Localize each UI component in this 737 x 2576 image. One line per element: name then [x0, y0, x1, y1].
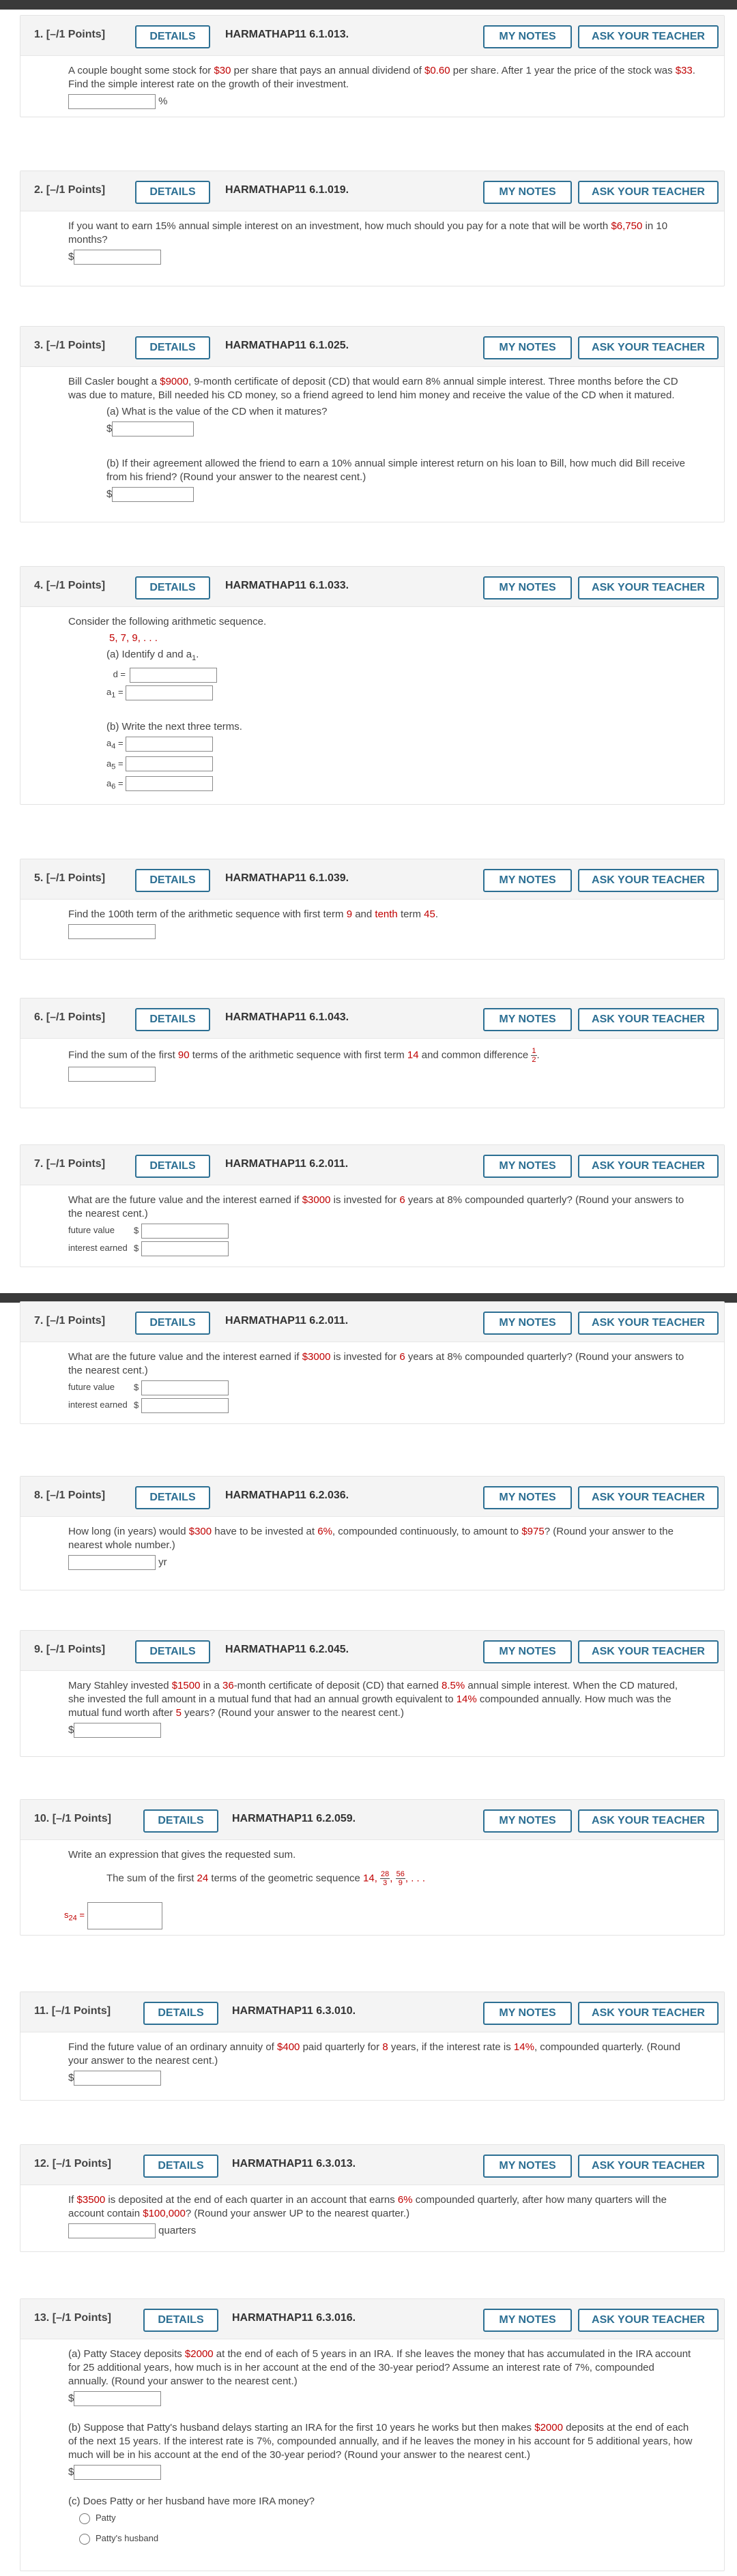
- question-code: HARMATHAP11 6.1.019.: [225, 184, 349, 196]
- future-value-input[interactable]: [141, 1380, 229, 1395]
- a5-label: $a_5$ =: [106, 758, 124, 771]
- question-body: [20, 1671, 724, 1746]
- question-text: What are the future value and the interest earned if $3000 is invested for 6 years at 8% compounded quarterly? (Round your answers to the nearest cent.): [68, 1351, 684, 1376]
- sequence: 5, 7, 9, . . .: [109, 632, 158, 644]
- question-code: HARMATHAP11 6.3.010.: [232, 2005, 356, 2017]
- question-number: 1. [–/1 Points]: [34, 29, 106, 40]
- question-number: 2. [–/1 Points]: [34, 184, 106, 196]
- question-5: [20, 859, 725, 960]
- answer-input-b[interactable]: [112, 487, 194, 502]
- option-husband[interactable]: Patty's husband: [79, 2532, 697, 2545]
- ask-teacher-button[interactable]: ASK YOUR TEACHER: [578, 2309, 719, 2332]
- question-code: HARMATHAP11 6.1.039.: [225, 872, 349, 884]
- answer-input-a[interactable]: [112, 421, 194, 436]
- question-number: 6. [–/1 Points]: [34, 1011, 106, 1023]
- answer-input[interactable]: [68, 94, 156, 109]
- question-code: HARMATHAP11 6.2.011.: [225, 1158, 349, 1170]
- my-notes-button[interactable]: MY NOTES: [483, 181, 572, 204]
- details-button[interactable]: DETAILS: [143, 2155, 218, 2178]
- details-button[interactable]: DETAILS: [135, 336, 210, 359]
- question-text: Find the 100th term of the arithmetic sequence with first term 9 and tenth term 45.: [68, 908, 438, 920]
- part-c: (c) Does Patty or her husband have more IRA money?: [68, 2496, 315, 2507]
- part-b: (b) Write the next three terms.: [106, 721, 242, 733]
- question-7: [20, 1144, 725, 1267]
- my-notes-button[interactable]: MY NOTES: [483, 2155, 572, 2178]
- question-2: [20, 171, 725, 286]
- unit-label: yr: [158, 1556, 167, 1568]
- answer-input[interactable]: [68, 924, 156, 939]
- details-button[interactable]: DETAILS: [143, 2309, 218, 2332]
- question-header: [20, 16, 724, 56]
- a1-label: $a_1$ =: [106, 687, 124, 700]
- dollar-sign: $: [106, 422, 113, 434]
- question-code: HARMATHAP11 6.3.013.: [232, 2158, 356, 2170]
- question-1: [20, 15, 725, 117]
- part-b: (b) Suppose that Patty's husband delays starting an IRA for the first 10 years he works but then makes $2000 deposits at the end of each of the next 15 years. If the interest rate is 7%, compounded annually, and if he leaves the money in his account for 5 additional years, how much will be in his account at the end of the 30-year period? (Round your answer to the nearest cent.): [68, 2422, 693, 2461]
- question-number: 4. [–/1 Points]: [34, 580, 106, 591]
- interest-earned-label: interest earned: [68, 1243, 128, 1254]
- future-value-input[interactable]: [141, 1224, 229, 1239]
- my-notes-button[interactable]: MY NOTES: [483, 576, 572, 599]
- question-number: 5. [–/1 Points]: [34, 872, 106, 884]
- question-code: HARMATHAP11 6.3.016.: [232, 2312, 356, 2324]
- my-notes-button[interactable]: MY NOTES: [483, 25, 572, 48]
- ask-teacher-button[interactable]: ASK YOUR TEACHER: [578, 181, 719, 204]
- question-body: [20, 367, 724, 510]
- question-7-repeat: [20, 1301, 725, 1424]
- question-body: [20, 607, 724, 801]
- my-notes-button[interactable]: MY NOTES: [483, 336, 572, 359]
- question-text: Mary Stahley invested $1500 in a 36-month certificate of deposit (CD) that earned 8.5% annual simple interest. When the CD matured, she invested the full amount in a mutual fund that had an annual growth equivalent to 14% compounded annually. How much was the mutual fund worth after 5 years? (Round your answer to the nearest cent.): [68, 1680, 678, 1719]
- my-notes-button[interactable]: MY NOTES: [483, 2002, 572, 2025]
- question-text: If $3500 is deposited at the end of each quarter in an account that earns 6% compounded quarterly, after how many quarters will the account contain $100,000? (Round your answer UP to the nearest quarter.): [68, 2194, 667, 2219]
- d-label: d =: [113, 669, 126, 680]
- ask-teacher-button[interactable]: ASK YOUR TEACHER: [578, 1008, 719, 1031]
- question-text: How long (in years) would $300 have to be invested at 6%, compounded continuously, to amount to $975? (Round your answer to the nearest whole number.): [68, 1526, 674, 1551]
- radio-button[interactable]: [79, 2534, 90, 2545]
- details-button[interactable]: DETAILS: [143, 1809, 218, 1833]
- sum-prompt: The sum of the first 24 terms of the geometric sequence 14, $\frac{28}{3}$ , $\frac{56}{9}$ , . . .: [106, 1870, 426, 1887]
- details-button[interactable]: DETAILS: [135, 1312, 210, 1335]
- details-button[interactable]: DETAILS: [135, 25, 210, 48]
- ask-teacher-button[interactable]: ASK YOUR TEACHER: [578, 576, 719, 599]
- interest-earned-input[interactable]: [141, 1241, 229, 1256]
- question-code: HARMATHAP11 6.2.011.: [225, 1315, 349, 1327]
- my-notes-button[interactable]: MY NOTES: [483, 1155, 572, 1178]
- question-body: [20, 1517, 724, 1578]
- a5-input[interactable]: [126, 756, 213, 771]
- my-notes-button[interactable]: MY NOTES: [483, 1312, 572, 1335]
- fraction: $\frac{1}{2}$: [532, 1047, 536, 1064]
- ask-teacher-button[interactable]: ASK YOUR TEACHER: [578, 1312, 719, 1335]
- answer-input[interactable]: [74, 1723, 161, 1738]
- question-code: HARMATHAP11 6.1.025.: [225, 340, 349, 351]
- a4-input[interactable]: [126, 737, 213, 752]
- dollar-sign: $: [68, 2392, 74, 2404]
- future-value-label: future value: [68, 1382, 115, 1393]
- question-code: HARMATHAP11 6.1.043.: [225, 1011, 349, 1023]
- question-number: 9. [–/1 Points]: [34, 1644, 106, 1655]
- question-text: Consider the following arithmetic sequence.: [68, 616, 267, 627]
- a6-input[interactable]: [126, 776, 213, 791]
- ask-teacher-button[interactable]: ASK YOUR TEACHER: [578, 869, 719, 892]
- answer-input-b[interactable]: [74, 2465, 161, 2480]
- details-button[interactable]: DETAILS: [135, 1008, 210, 1031]
- my-notes-button[interactable]: MY NOTES: [483, 1640, 572, 1663]
- my-notes-button[interactable]: MY NOTES: [483, 1809, 572, 1833]
- question-code: HARMATHAP11 6.1.013.: [225, 29, 349, 40]
- ask-teacher-button[interactable]: ASK YOUR TEACHER: [578, 2155, 719, 2178]
- question-number: 7. [–/1 Points]: [34, 1158, 106, 1170]
- ask-teacher-button[interactable]: ASK YOUR TEACHER: [578, 1486, 719, 1509]
- dollar-sign: $: [106, 488, 113, 500]
- unit-label: quarters: [158, 2224, 197, 2236]
- dollar-sign: $: [68, 2466, 74, 2478]
- details-button[interactable]: DETAILS: [135, 1486, 210, 1509]
- dollar-sign: $: [68, 1723, 74, 1736]
- ask-teacher-button[interactable]: ASK YOUR TEACHER: [578, 336, 719, 359]
- question-text: Find the future value of an ordinary annuity of $400 paid quarterly for 8 years, if the interest rate is 14%, compounded quarterly. (Round your answer to the nearest cent.): [68, 2041, 680, 2067]
- ask-teacher-button[interactable]: ASK YOUR TEACHER: [578, 1640, 719, 1663]
- d-input[interactable]: [130, 668, 217, 683]
- dollar-sign: $: [68, 2071, 74, 2084]
- answer-input-a[interactable]: [74, 2391, 161, 2406]
- question-number: 13. [–/1 Points]: [34, 2312, 111, 2324]
- fraction-2: $\frac{56}{9}$: [396, 1870, 405, 1887]
- future-value-label: future value: [68, 1225, 115, 1236]
- question-number: 3. [–/1 Points]: [34, 340, 106, 351]
- question-text: Write an expression that gives the requested sum.: [68, 1849, 296, 1861]
- question-code: HARMATHAP11 6.1.033.: [225, 580, 349, 591]
- option-patty[interactable]: Patty: [79, 2511, 697, 2525]
- question-11: [20, 1992, 725, 2101]
- question-body: [20, 1840, 724, 1938]
- question-number: 12. [–/1 Points]: [34, 2158, 111, 2170]
- part-a: (a) What is the value of the CD when it matures?: [106, 406, 328, 417]
- answer-input[interactable]: [68, 1067, 156, 1082]
- details-button[interactable]: DETAILS: [135, 181, 210, 204]
- my-notes-button[interactable]: MY NOTES: [483, 1486, 572, 1509]
- answer-input[interactable]: [68, 2223, 156, 2238]
- my-notes-button[interactable]: MY NOTES: [483, 2309, 572, 2332]
- part-a: (a) Identify d and $a_1$.: [106, 649, 199, 662]
- answer-input[interactable]: [74, 250, 161, 265]
- s24-label: $s_{24}$ =: [64, 1910, 85, 1923]
- ask-teacher-button[interactable]: ASK YOUR TEACHER: [578, 1809, 719, 1833]
- my-notes-button[interactable]: MY NOTES: [483, 869, 572, 892]
- dollar-sign: $: [68, 250, 74, 263]
- details-button[interactable]: DETAILS: [135, 576, 210, 599]
- fraction-1: $\frac{28}{3}$: [381, 1870, 390, 1887]
- question-number: 11. [–/1 Points]: [34, 2005, 111, 2017]
- my-notes-button[interactable]: MY NOTES: [483, 1008, 572, 1031]
- question-text: Find the sum of the first 90 terms of the arithmetic sequence with first term 14 and common difference $\frac{1}{2}$ .: [68, 1047, 540, 1064]
- question-body: [20, 1039, 724, 1090]
- question-body: [20, 56, 724, 117]
- question-9: [20, 1630, 725, 1757]
- question-8: [20, 1476, 725, 1590]
- answer-input[interactable]: [87, 1902, 162, 1929]
- ask-teacher-button[interactable]: ASK YOUR TEACHER: [578, 1155, 719, 1178]
- a6-label: $a_6$ =: [106, 778, 124, 791]
- question-body: [20, 2185, 724, 2247]
- a1-input[interactable]: [126, 685, 213, 700]
- question-13: [20, 2298, 725, 2571]
- answer-input[interactable]: [68, 1555, 156, 1570]
- question-number: 8. [–/1 Points]: [34, 1490, 106, 1501]
- question-text: If you want to earn 15% annual simple interest on an investment, how much should you pay for a note that will be worth $6,750 in 10 months?: [68, 220, 668, 246]
- details-button[interactable]: DETAILS: [135, 869, 210, 892]
- details-button[interactable]: DETAILS: [135, 1155, 210, 1178]
- question-text: Bill Casler bought a $9000, 9-month certificate of deposit (CD) that would earn 8% annual simple interest. Three months before the CD was due to mature, Bill needed his CD money, so a friend agreed to lend him money and receive the value of the CD when it matured.: [68, 376, 678, 401]
- ask-teacher-button[interactable]: ASK YOUR TEACHER: [578, 25, 719, 48]
- a4-label: $a_4$ =: [106, 738, 124, 752]
- question-text: A couple bought some stock for $30 per share that pays an annual dividend of $0.60 per share. After 1 year the price of the stock was $33. Find the simple interest rate on the growth of their investment.: [68, 65, 695, 90]
- question-body: [20, 2032, 724, 2094]
- answer-input[interactable]: [74, 2071, 161, 2086]
- question-3: [20, 326, 725, 522]
- part-b: (b) If their agreement allowed the friend to earn a 10% annual simple interest return on his loan to Bill, how much did Bill receive from his friend? (Round your answer to the nearest cent.): [106, 458, 685, 483]
- question-body: [20, 900, 724, 947]
- question-number: 10. [–/1 Points]: [34, 1813, 111, 1824]
- interest-earned-input[interactable]: [141, 1398, 229, 1413]
- question-6: [20, 998, 725, 1108]
- question-12: [20, 2144, 725, 2252]
- question-text: What are the future value and the interest earned if $3000 is invested for 6 years at 8% compounded quarterly? (Round your answers to the nearest cent.): [68, 1194, 684, 1219]
- details-button[interactable]: DETAILS: [135, 1640, 210, 1663]
- question-body: [20, 211, 724, 273]
- question-body: What are the future value and the interest earned if $3000 is invested for 6 years at 8% compounded quarterly? (Round your answers to the nearest cent.) future value $ interest earned $: [20, 1185, 724, 1264]
- part-a: (a) Patty Stacey deposits $2000 at the end of each of 5 years in an IRA. If she leaves the money that has accumulated in the IRA account for 25 additional years, how much is in her account at the end of the 30-year period? Assume an interest rate of 7%, compounded annually. (Round your answer to the nearest cent.): [68, 2348, 691, 2387]
- question-code: HARMATHAP11 6.2.036.: [225, 1490, 349, 1501]
- question-number: 7. [–/1 Points]: [34, 1315, 106, 1327]
- interest-earned-label: interest earned: [68, 1400, 128, 1410]
- unit-label: %: [158, 95, 168, 107]
- question-4: [20, 566, 725, 805]
- question-body: [20, 2339, 724, 2553]
- question-code: HARMATHAP11 6.2.059.: [232, 1813, 356, 1824]
- question-10: [20, 1799, 725, 1936]
- top-bar: [0, 0, 737, 10]
- question-code: HARMATHAP11 6.2.045.: [225, 1644, 349, 1655]
- question-body: What are the future value and the interest earned if $3000 is invested for 6 years at 8% compounded quarterly? (Round your answers to the nearest cent.) future value $ interest earned $: [20, 1342, 724, 1421]
- ask-teacher-button[interactable]: ASK YOUR TEACHER: [578, 2002, 719, 2025]
- radio-button[interactable]: [79, 2513, 90, 2524]
- details-button[interactable]: DETAILS: [143, 2002, 218, 2025]
